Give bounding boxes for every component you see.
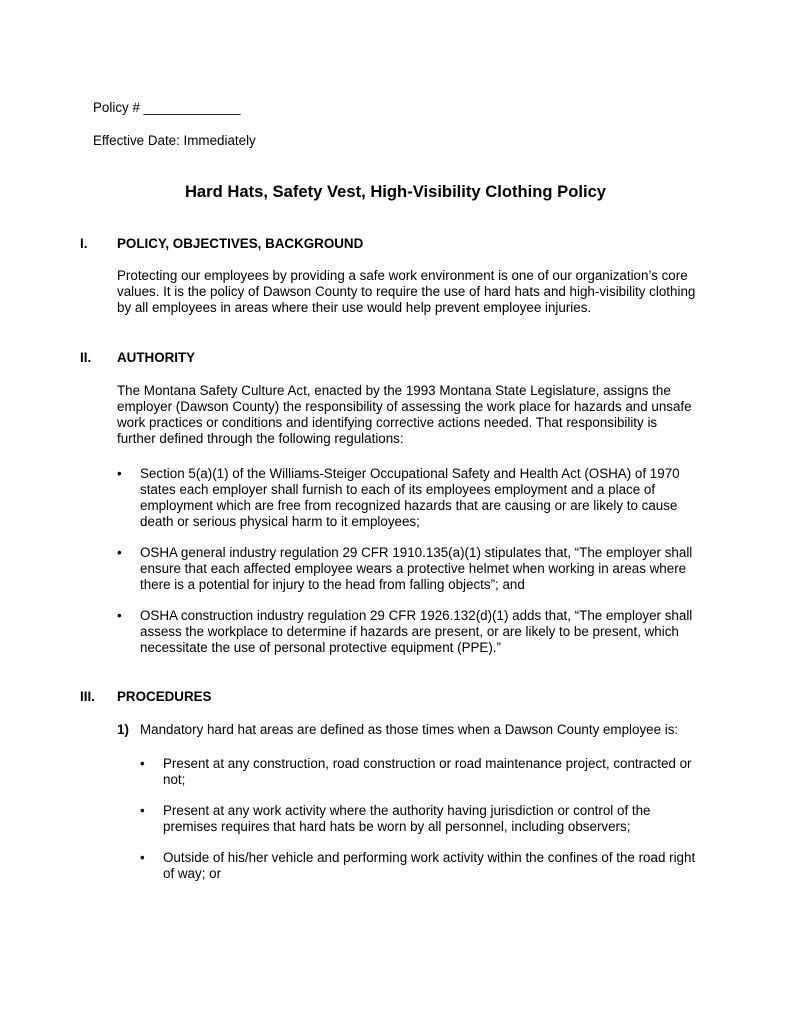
paragraph-line: The Montana Safety Culture Act, enacted by the 1993 Montana State Legislature, assigns the xyxy=(117,383,671,398)
bullet-line: not; xyxy=(163,772,186,787)
bullet-line: OSHA general industry regulation 29 CFR 1910.135(a)(1) stipulates that, “The employer shall xyxy=(140,545,693,560)
section-title: POLICY, OBJECTIVES, BACKGROUND xyxy=(117,236,364,251)
bullet-text xyxy=(163,756,691,788)
paragraph-line: values. It is the policy of Dawson County to require the use of hard hats and high-visibility clothing xyxy=(117,284,696,299)
bullet-glyph: • xyxy=(140,756,145,771)
bullet-line: Present at any construction, road construction or road maintenance project, contracted or xyxy=(163,756,692,771)
step-number: 1) xyxy=(117,722,129,737)
bullet-text xyxy=(163,803,651,835)
step-text: Mandatory hard hat areas are defined as those times when a Dawson County employee is: xyxy=(140,722,679,737)
bullet-line: there is a potential for injury to the head from falling objects”; and xyxy=(140,577,525,592)
bullet-line: death or serious physical harm to it employees; xyxy=(140,514,420,529)
section-numeral: III. xyxy=(80,689,95,704)
policy-number: Policy # _____________ xyxy=(93,100,241,115)
paragraph-line: Protecting our employees by providing a safe work environment is one of our organization’s core xyxy=(117,268,688,283)
bullet-line: of way; or xyxy=(163,866,222,881)
bullet-line: ensure that each affected employee wears a protective helmet when working in areas where xyxy=(140,561,687,576)
bullet-glyph: • xyxy=(117,545,122,560)
bullet-line: employment which are free from recognized hazards that are causing or are likely to cause xyxy=(140,498,678,513)
paragraph-line: further defined through the following regulations: xyxy=(117,431,404,446)
bullet-text xyxy=(163,850,695,882)
policy-paragraph xyxy=(117,268,707,316)
effective-date: Effective Date: Immediately xyxy=(93,133,256,148)
section-numeral: I. xyxy=(80,236,88,251)
bullet-line: OSHA construction industry regulation 29 CFR 1926.132(d)(1) adds that, “The employer shall xyxy=(140,608,693,623)
bullet-glyph: • xyxy=(140,803,145,818)
bullet-line: premises requires that hard hats be worn by all personnel, including observers; xyxy=(163,819,631,834)
bullet-text xyxy=(140,545,692,593)
bullet-line: Present at any work activity where the authority having jurisdiction or control of the xyxy=(163,803,651,818)
bullet-line: Outside of his/her vehicle and performing work activity within the confines of the road right xyxy=(163,850,696,865)
paragraph-line: employer (Dawson County) the responsibility of assessing the work place for hazards and unsafe xyxy=(117,399,692,414)
authority-paragraph xyxy=(117,383,707,447)
bullet-line: necessitate the use of personal protective equipment (PPE).” xyxy=(140,640,501,655)
bullet-glyph: • xyxy=(140,850,145,865)
section-numeral: II. xyxy=(80,350,92,365)
paragraph-line: by all employees in areas where their use would help prevent employee injuries. xyxy=(117,300,592,315)
bullet-text xyxy=(140,608,692,656)
document-title: Hard Hats, Safety Vest, High-Visibility Clothing Policy xyxy=(184,182,607,201)
bullet-text xyxy=(140,466,680,530)
bullet-glyph: • xyxy=(117,466,122,481)
bullet-line: Section 5(a)(1) of the Williams-Steiger Occupational Safety and Health Act (OSHA) of 1970 xyxy=(140,466,680,481)
bullet-glyph: • xyxy=(117,608,122,623)
paragraph-line: work practices or conditions and identifying corrective actions needed. That responsibility is xyxy=(117,415,658,430)
bullet-line: states each employer shall furnish to each of its employees employment and a place of xyxy=(140,482,656,497)
section-title: PROCEDURES xyxy=(117,689,212,704)
section-title: AUTHORITY xyxy=(117,350,196,365)
bullet-line: assess the workplace to determine if hazards are present, or are likely to be present, which xyxy=(140,624,679,639)
